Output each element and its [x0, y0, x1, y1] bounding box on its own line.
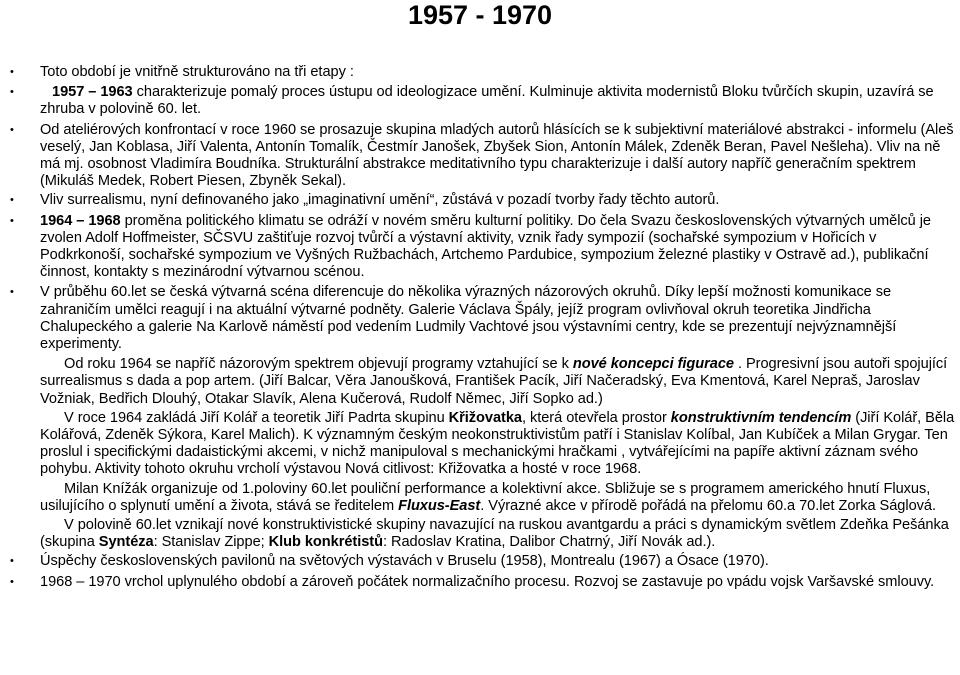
item-text: Toto období je vnitřně strukturováno na tři etapy : — [40, 64, 354, 80]
bullet-icon: • — [10, 66, 14, 78]
bullet-icon: • — [10, 555, 14, 568]
para-text: . Progresivní jsou autoři spojující surrealismus s dada a pop artem. (Jiří Balcar, Věra Janoušková, František Pacík, Jiří Načeradský, Eva Kmentová, Karel Nepraš, Jaroslav Vožniak, Bedřich Dlouhý, Otakar Slavík, Alena Kučerová, Rudolf Němec, Jiří Sopko ad.) — [40, 356, 948, 407]
paragraph-fluxus — [0, 481, 960, 515]
bullet-item-1968 — [0, 574, 960, 591]
bullet-item-expo — [0, 553, 960, 570]
paragraph-figurace — [0, 356, 960, 408]
item-text: Od ateliérových konfrontací v roce 1960 se prosazuje skupina mladých autorů hlásících se k subjektivní materiálové abstrakci - informelu (Aleš veselý, Jan Koblasa, Jiří Valenta, Antonín Tomalík, Čestmír Janošek, Zbyšek Sion, Antonín Málek, Zdeněk Beran, Pavel Nešleha). Vliv na ně má mj. osobnost Vladimíra Boudníka. Strukturální abstrakce meditativního typu charakterizuje i další autory napříč generačním spektrem (Mikuláš Medek, Robert Piesen, Zbyněk Sekal). — [40, 121, 954, 190]
para-bold: Klub konkrétistů — [268, 534, 383, 551]
bullet-item-etapy — [0, 64, 960, 81]
bullet-item-surrealism — [0, 192, 960, 209]
item-text: 1968 – 1970 vrchol uplynulého období a zároveň počátek normalizačního procesu. Rozvoj se zastavuje po vpádu vojsk Varšavské smlouvy. — [40, 573, 935, 590]
paragraph-krizovatka — [0, 410, 960, 479]
bullet-icon: • — [10, 123, 14, 136]
para-text: V polovině 60.let vznikají nové konstruktivistické skupiny navazující na ruskou avantgardu a práci s dynamickým světlem Zdeňka Pešánka (skupina — [40, 517, 949, 551]
slide-body — [0, 64, 960, 591]
para-text: Milan Knížák organizuje od 1.poloviny 60.let pouliční performance a kolektivní akce. Sbližuje se s programem amerického hnutí Fluxus, usilujícího o splynutí umění a života, stává se ředitelem — [40, 480, 931, 514]
para-emphasis: nové koncepci figurace — [572, 356, 734, 373]
item-text: charakterizuje pomalý proces ústupu od ideologizace umění. Kulminuje aktivita modernistů Bloku tvůrčích skupin, uzavírá se zhruba v polovině 60. let. — [40, 84, 934, 118]
bullet-icon: • — [10, 194, 14, 207]
item-years: 1957 – 1963 — [52, 84, 133, 101]
bullet-item-informel — [0, 122, 960, 191]
item-text: Vliv surrealismu, nyní definovaného jako „imaginativní umění“, zůstává v pozadí tvorby řady těchto autorů. — [40, 192, 720, 209]
item-text: proměna politického klimatu se odráží v novém směru kulturní politiky. Do čela Svazu československých výtvarných umělců je zvolen Adolf Hoffmeister, SČSVU zaštiťuje rozvoj tvůrčí a výstavní aktivity, vznik řady sympozií (sochařské sympozium v Hořicích v Podkrkonoší, sochařské sympozium ve Vyšných Ružbachách, Artchemo Pardubice, sympozium železné plastiky v Ostravě ad.), publikační činnost, kontakty s mezinárodní výtvarnou scénou. — [40, 212, 931, 281]
bullet-icon: • — [10, 575, 14, 588]
para-text: : Radoslav Kratina, Dalibor Chatrný, Jiří Novák ad.). — [382, 534, 716, 551]
para-text: V roce 1964 zakládá Jiří Kolář a teoretik Jiří Padrta skupinu — [64, 409, 449, 426]
slide-title: 1957 - 1970 — [407, 0, 553, 30]
bullet-icon: • — [10, 286, 14, 299]
para-emphasis: konstruktivním tendencím — [670, 409, 852, 426]
bullet-item-1957 — [0, 84, 960, 118]
para-emphasis: Fluxus-East — [398, 497, 481, 514]
para-bold: Křižovatka — [448, 409, 522, 426]
para-bold: Syntéza — [98, 534, 154, 551]
bullet-icon: • — [10, 86, 14, 99]
item-text: Úspěchy československých pavilonů na světových výstavách v Bruselu (1958), Montrealu (1967) a Ósace (1970). — [40, 553, 769, 570]
para-text: , která otevřela prostor — [521, 409, 671, 426]
bullet-item-1964 — [0, 213, 960, 282]
para-text: (Jiří Kolář, Běla Kolářová, Zdeněk Sýkora, Karel Malich). K významným českým neokonstruktivistům patří i Stanislav Kolíbal, Jan Kubíček a Milan Grygar. Ten proslul i specifickými dadaistickými akcemi, v nichž manipuloval s mechanickými hračkami , vytvářejícími na papíře aktivní záznam svého pohybu. Aktivity tohoto okruhu vrcholí výstavou Nová citlivost: Křižovatka a hosté v roce 1968. — [40, 409, 955, 478]
bullet-item-60s — [0, 284, 960, 353]
paragraph-konstruktivism — [0, 517, 960, 551]
para-text: . Výrazné akce v přírodě pořádá na přelomu 60.a 70.let Zorka Ságlová. — [480, 497, 936, 514]
para-text: Od roku 1964 se napříč názorovým spektrem objevují programy vztahující se k — [64, 356, 573, 373]
item-text: V průběhu 60.let se česká výtvarná scéna diferencuje do několika výrazných názorových okruhů. Díky lepší možnosti komunikace se zahraničím umělci reagují i na aktuální výtvarné podněty. Galerie Václava Špály, jejíž program ovlivňoval okruh teoretika Jindřicha Chalupeckého a galerie Na Karlově náměstí pod vedením Ludmily Vachtové jsou výstavními centry, kde se prezentují nejvýznamnější experimenty. — [40, 284, 897, 353]
item-years: 1964 – 1968 — [40, 212, 121, 229]
bullet-icon: • — [10, 214, 14, 227]
para-text: : Stanislav Zippe; — [153, 534, 269, 551]
